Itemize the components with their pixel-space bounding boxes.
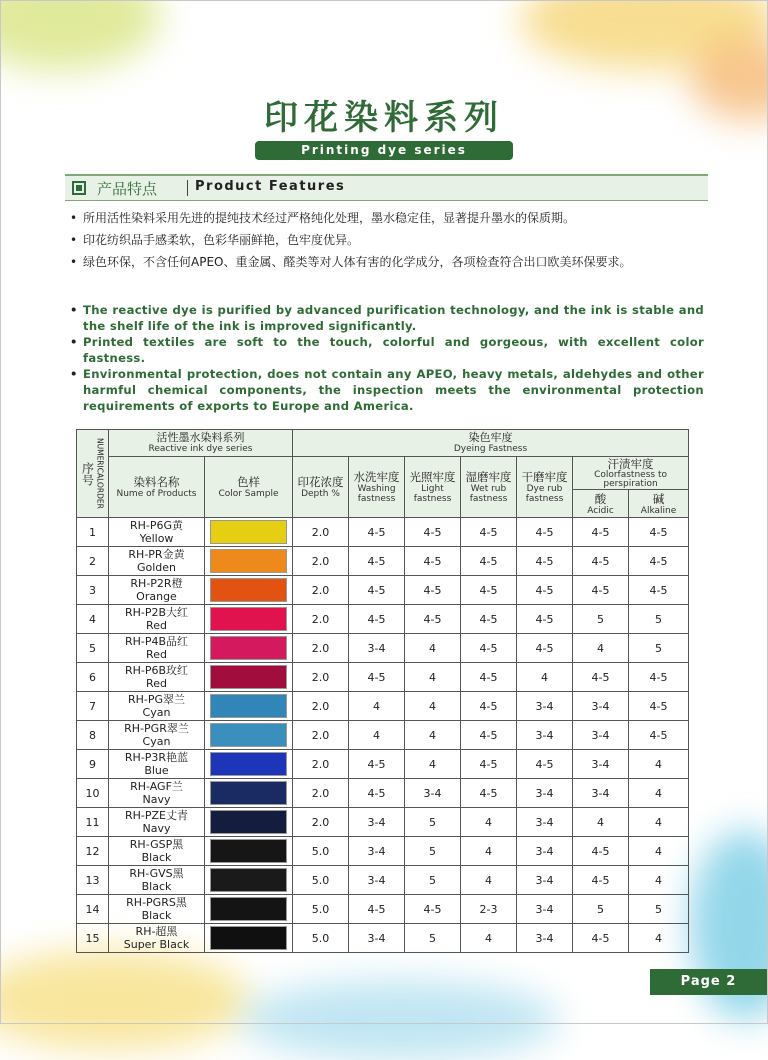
cell-acidic: 4 [573, 808, 629, 837]
header-product [109, 457, 205, 518]
cell-dry: 4-5 [517, 518, 573, 547]
color-swatch [210, 578, 287, 602]
cell-depth: 5.0 [293, 837, 349, 866]
header-depth-en: Depth % [301, 489, 340, 499]
table-row [77, 634, 689, 663]
cell-light: 4 [405, 692, 461, 721]
cell-dry: 3-4 [517, 808, 573, 837]
cell-alkaline: 4-5 [629, 692, 689, 721]
header-color-cn: 色样 [237, 475, 260, 489]
color-swatch [210, 607, 287, 631]
cell-order: 15 [77, 924, 109, 953]
product-name: Cyan [142, 735, 171, 748]
feature-cn-item: • 绿色环保，不含任何APEO、重金属、醛类等对人体有害的化学成分，各项检查符合出口欧美环保要求。 [70, 251, 710, 273]
table-row [77, 547, 689, 576]
cell-alkaline: 4-5 [629, 576, 689, 605]
header-wetrub [461, 457, 517, 518]
cell-depth: 5.0 [293, 866, 349, 895]
cell-light: 3-4 [405, 779, 461, 808]
cell-order: 2 [77, 547, 109, 576]
cell-alkaline: 4-5 [629, 721, 689, 750]
cell-washing: 4 [349, 721, 405, 750]
cell-light: 4-5 [405, 518, 461, 547]
cell-acidic: 5 [573, 605, 629, 634]
header-perspiration-en: Colorfastness to perspiration [594, 470, 667, 489]
cell-product [109, 924, 205, 953]
cell-color-sample [205, 663, 293, 692]
product-code: RH-P2R橙 [130, 577, 183, 590]
cell-dry: 4-5 [517, 634, 573, 663]
header-wetrub-en: Wet rub fastness [469, 484, 508, 504]
cell-alkaline: 5 [629, 605, 689, 634]
cell-dry: 4-5 [517, 576, 573, 605]
features-list-en [70, 302, 704, 414]
color-swatch [210, 781, 287, 805]
cell-washing: 4-5 [349, 518, 405, 547]
cell-depth: 2.0 [293, 518, 349, 547]
cell-depth: 2.0 [293, 750, 349, 779]
cell-washing: 3-4 [349, 634, 405, 663]
cell-depth: 2.0 [293, 692, 349, 721]
feature-en-item: • Environmental protection, does not contain any APEO, heavy metals, aldehydes and other harmful chemical components, the inspection meets the environmental protection requirements of exports to Europe and America. [70, 366, 704, 414]
product-code: RH-PGRS黑 [126, 896, 187, 909]
color-swatch [210, 897, 287, 921]
cell-color-sample [205, 634, 293, 663]
cell-wet: 2-3 [461, 895, 517, 924]
cell-dry: 3-4 [517, 721, 573, 750]
product-name: Black [141, 851, 172, 864]
header-perspiration [573, 457, 689, 490]
page-subtitle: Printing dye series [255, 141, 513, 160]
cell-color-sample [205, 808, 293, 837]
cell-alkaline: 4 [629, 866, 689, 895]
product-code: RH-P2B大红 [124, 606, 189, 619]
cell-alkaline: 4 [629, 750, 689, 779]
cell-color-sample [205, 721, 293, 750]
dye-table-body [77, 518, 689, 953]
cell-alkaline: 4 [629, 924, 689, 953]
cell-depth: 5.0 [293, 924, 349, 953]
product-code: RH-PZE丈青 [124, 809, 188, 822]
product-code: RH-AGF兰 [130, 780, 183, 793]
cell-wet: 4 [461, 924, 517, 953]
cell-alkaline: 5 [629, 895, 689, 924]
cell-light: 4 [405, 750, 461, 779]
cell-color-sample [205, 837, 293, 866]
cell-depth: 2.0 [293, 634, 349, 663]
table-row [77, 866, 689, 895]
product-code: RH-PGR翠兰 [124, 722, 189, 735]
cell-light: 4 [405, 663, 461, 692]
cell-acidic: 4-5 [573, 547, 629, 576]
feature-cn-item: • 印花纺织品手感柔软，色彩华丽鲜艳，色牢度优异。 [70, 229, 710, 251]
feature-cn-item: • 所用活性染料采用先进的提纯技术经过严格纯化处理，墨水稳定佳，显著提升墨水的保质期。 [70, 207, 710, 229]
product-name: Yellow [139, 532, 174, 545]
color-swatch [210, 868, 287, 892]
cell-washing: 4-5 [349, 605, 405, 634]
cell-wet: 4-5 [461, 663, 517, 692]
cell-order: 10 [77, 779, 109, 808]
cell-depth: 2.0 [293, 605, 349, 634]
cell-depth: 2.0 [293, 663, 349, 692]
cell-alkaline: 4-5 [629, 518, 689, 547]
cell-wet: 4-5 [461, 692, 517, 721]
table-row [77, 895, 689, 924]
cell-light: 5 [405, 837, 461, 866]
cell-dry: 3-4 [517, 895, 573, 924]
product-code: RH-PR金黄 [128, 548, 185, 561]
cell-acidic: 3-4 [573, 692, 629, 721]
cell-depth: 2.0 [293, 576, 349, 605]
cell-depth: 2.0 [293, 808, 349, 837]
color-swatch [210, 636, 287, 660]
header-dryrub [517, 457, 573, 518]
cell-dry: 4-5 [517, 547, 573, 576]
color-swatch [210, 549, 287, 573]
cell-order: 4 [77, 605, 109, 634]
color-swatch [210, 694, 287, 718]
cell-depth: 2.0 [293, 721, 349, 750]
header-light [405, 457, 461, 518]
page-title: 印花染料系列 [264, 98, 504, 138]
table-row [77, 721, 689, 750]
product-name: Super Black [123, 938, 190, 951]
cell-depth: 2.0 [293, 779, 349, 808]
header-series-en: Reactive ink dye series [148, 444, 253, 454]
cell-wet: 4 [461, 808, 517, 837]
color-swatch [210, 520, 287, 544]
product-name: Red [146, 677, 167, 690]
cell-depth: 5.0 [293, 895, 349, 924]
cell-acidic: 5 [573, 895, 629, 924]
table-row [77, 837, 689, 866]
cell-acidic: 4-5 [573, 663, 629, 692]
color-swatch [210, 810, 287, 834]
cell-washing: 4-5 [349, 779, 405, 808]
header-product-cn: 染料名称 [133, 475, 180, 489]
cell-product [109, 721, 205, 750]
product-name: Blue [144, 764, 169, 777]
cell-acidic: 4-5 [573, 924, 629, 953]
product-code: RH-超黑 [135, 925, 178, 938]
cell-washing: 3-4 [349, 837, 405, 866]
cell-alkaline: 5 [629, 634, 689, 663]
table-row [77, 663, 689, 692]
cell-washing: 3-4 [349, 924, 405, 953]
cell-alkaline: 4 [629, 837, 689, 866]
cell-product [109, 663, 205, 692]
cell-light: 5 [405, 924, 461, 953]
cell-product [109, 808, 205, 837]
cell-color-sample [205, 518, 293, 547]
product-name: Black [141, 909, 172, 922]
cell-product [109, 547, 205, 576]
product-code: RH-P3R艳蓝 [124, 751, 189, 764]
cell-order: 8 [77, 721, 109, 750]
header-dryrub-cn: 干磨牢度 [521, 470, 568, 484]
product-name: Black [141, 880, 172, 893]
cell-alkaline: 4 [629, 808, 689, 837]
cell-depth: 2.0 [293, 547, 349, 576]
table-row [77, 518, 689, 547]
cell-wet: 4-5 [461, 634, 517, 663]
cell-light: 4-5 [405, 605, 461, 634]
cell-light: 4-5 [405, 895, 461, 924]
cell-light: 4-5 [405, 576, 461, 605]
cell-dry: 3-4 [517, 866, 573, 895]
cell-order: 14 [77, 895, 109, 924]
header-series [109, 430, 293, 457]
cell-order: 1 [77, 518, 109, 547]
cell-dry: 4 [517, 663, 573, 692]
feature-en-item: • Printed textiles are soft to the touch, colorful and gorgeous, with excellent color fastness. [70, 334, 704, 366]
cell-product [109, 576, 205, 605]
product-name: Orange [136, 590, 177, 603]
cell-order: 7 [77, 692, 109, 721]
cell-product [109, 837, 205, 866]
cell-order: 9 [77, 750, 109, 779]
cell-product [109, 634, 205, 663]
color-swatch [210, 839, 287, 863]
header-washing-cn: 水洗牢度 [353, 470, 400, 484]
cell-product [109, 605, 205, 634]
header-fastness-cn: 染色牢度 [468, 431, 513, 444]
table-row [77, 605, 689, 634]
features-header [65, 174, 708, 201]
cell-product [109, 518, 205, 547]
header-washing [349, 457, 405, 518]
cell-washing: 4-5 [349, 547, 405, 576]
cell-color-sample [205, 924, 293, 953]
cell-color-sample [205, 576, 293, 605]
product-name: Navy [142, 822, 171, 835]
cell-wet: 4-5 [461, 576, 517, 605]
product-code: RH-GVS黑 [129, 867, 184, 880]
cell-alkaline: 4 [629, 779, 689, 808]
cell-order: 12 [77, 837, 109, 866]
cell-dry: 3-4 [517, 837, 573, 866]
header-color [205, 457, 293, 518]
cell-dry: 3-4 [517, 692, 573, 721]
features-header-divider [187, 180, 188, 196]
header-wetrub-cn: 湿磨牢度 [465, 470, 512, 484]
cell-acidic: 4-5 [573, 518, 629, 547]
cell-washing: 4-5 [349, 576, 405, 605]
table-row [77, 808, 689, 837]
header-fastness [293, 430, 689, 457]
header-alkaline-en: Alkaline [640, 505, 677, 516]
cell-acidic: 4-5 [573, 866, 629, 895]
cell-light: 5 [405, 866, 461, 895]
cell-color-sample [205, 605, 293, 634]
cell-dry: 3-4 [517, 924, 573, 953]
header-dryrub-en: Dye rub fastness [525, 484, 564, 504]
header-fastness-en: Dyeing Fastness [453, 444, 528, 454]
product-code: RH-P4B品红 [124, 635, 189, 648]
product-name: Red [146, 648, 167, 661]
cell-light: 5 [405, 808, 461, 837]
cell-acidic: 4-5 [573, 837, 629, 866]
cell-washing: 3-4 [349, 866, 405, 895]
cell-color-sample [205, 750, 293, 779]
cell-acidic: 4 [573, 634, 629, 663]
product-name: Red [146, 619, 167, 632]
product-name: Cyan [142, 706, 171, 719]
cell-order: 3 [77, 576, 109, 605]
product-code: RH-P6G黄 [129, 519, 184, 532]
cell-acidic: 3-4 [573, 750, 629, 779]
cell-acidic: 3-4 [573, 779, 629, 808]
cell-wet: 4-5 [461, 518, 517, 547]
cell-washing: 4-5 [349, 750, 405, 779]
cell-product [109, 750, 205, 779]
square-bullet-icon [72, 181, 86, 195]
cell-alkaline: 4-5 [629, 547, 689, 576]
cell-product [109, 895, 205, 924]
header-alkaline [629, 490, 689, 518]
cell-product [109, 866, 205, 895]
cell-wet: 4 [461, 866, 517, 895]
cell-dry: 3-4 [517, 779, 573, 808]
cell-acidic: 4-5 [573, 576, 629, 605]
cell-order: 5 [77, 634, 109, 663]
cell-color-sample [205, 866, 293, 895]
cell-color-sample [205, 895, 293, 924]
header-order-cn: 序号 [80, 461, 95, 486]
product-code: RH-GSP黑 [129, 838, 184, 851]
cell-dry: 4-5 [517, 750, 573, 779]
cell-color-sample [205, 692, 293, 721]
header-series-cn: 活性墨水染料系列 [156, 431, 245, 444]
cell-alkaline: 4-5 [629, 663, 689, 692]
features-header-cn: 产品特点 [97, 180, 158, 198]
cell-wet: 4-5 [461, 547, 517, 576]
cell-washing: 4-5 [349, 895, 405, 924]
cell-washing: 4 [349, 692, 405, 721]
cell-light: 4 [405, 721, 461, 750]
color-swatch [210, 723, 287, 747]
cell-color-sample [205, 779, 293, 808]
cell-order: 13 [77, 866, 109, 895]
cell-order: 11 [77, 808, 109, 837]
header-light-cn: 光照牢度 [409, 470, 456, 484]
cell-wet: 4 [461, 837, 517, 866]
header-order [77, 430, 109, 518]
header-acidic [573, 490, 629, 518]
cell-acidic: 3-4 [573, 721, 629, 750]
color-swatch [210, 752, 287, 776]
cell-order: 6 [77, 663, 109, 692]
table-row [77, 750, 689, 779]
cell-washing: 4-5 [349, 663, 405, 692]
header-acidic-en: Acidic [587, 505, 614, 516]
header-order-en: NUMERICALORDER [95, 438, 105, 509]
cell-light: 4 [405, 634, 461, 663]
cell-product [109, 779, 205, 808]
table-row [77, 924, 689, 953]
cell-wet: 4-5 [461, 750, 517, 779]
header-acidic-cn: 酸 [594, 491, 607, 506]
cell-washing: 3-4 [349, 808, 405, 837]
color-swatch [210, 665, 287, 689]
cell-wet: 4-5 [461, 605, 517, 634]
cell-wet: 4-5 [461, 779, 517, 808]
cell-light: 4-5 [405, 547, 461, 576]
color-swatch [210, 926, 287, 950]
table-row [77, 692, 689, 721]
page-number: Page 2 [650, 969, 767, 995]
features-list-cn [70, 207, 710, 273]
header-washing-en: Washing fastness [357, 484, 396, 504]
cell-color-sample [205, 547, 293, 576]
header-light-en: Light fastness [413, 484, 452, 504]
header-depth [293, 457, 349, 518]
feature-en-item: • The reactive dye is purified by advanced purification technology, and the ink is stable and the shelf life of the ink is improved significantly. [70, 302, 704, 334]
product-name: Golden [136, 561, 177, 574]
cell-wet: 4-5 [461, 721, 517, 750]
cell-dry: 4-5 [517, 605, 573, 634]
header-perspiration-cn: 汗渍牢度 [607, 457, 654, 471]
header-color-en: Color Sample [218, 489, 279, 499]
header-depth-cn: 印花浓度 [297, 475, 344, 489]
header-product-en: Nume of Products [116, 489, 197, 499]
header-alkaline-cn: 碱 [652, 491, 665, 506]
cell-product [109, 692, 205, 721]
features-header-en: Product Features [195, 179, 346, 194]
dye-table [76, 429, 689, 953]
product-name: Navy [142, 793, 171, 806]
table-row [77, 779, 689, 808]
product-code: RH-PG翠兰 [127, 693, 186, 706]
table-row [77, 576, 689, 605]
product-code: RH-P6B玫红 [124, 664, 189, 677]
